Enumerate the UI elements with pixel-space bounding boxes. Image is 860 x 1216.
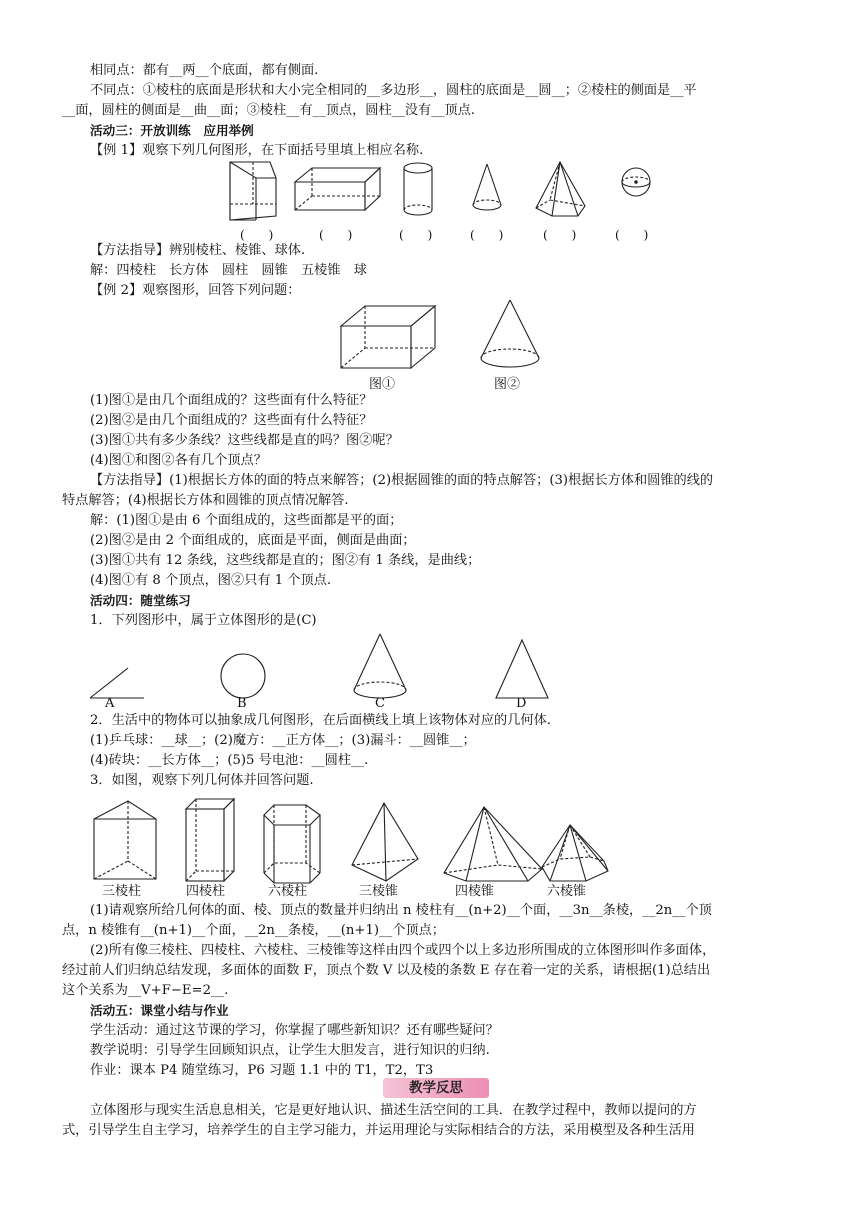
answer-blank: ( ) xyxy=(615,228,649,242)
homework-text: 作业：课本 P4 随堂练习，P6 习题 1.1 中的 T1，T2，T3 xyxy=(90,1063,434,1078)
option-label: A xyxy=(105,696,115,711)
question-answer: 点，n 棱锥有__(n+1)__个面，__2n__条棱，__(n+1)__个顶点； xyxy=(62,923,445,938)
example2-figures xyxy=(335,298,555,374)
option-label: C xyxy=(375,696,385,711)
option-label: B xyxy=(237,696,247,711)
question: (4)图①和图②各有几个顶点？ xyxy=(90,453,267,468)
question: (3)图①共有多少条线？这些线都是直的吗？图②呢？ xyxy=(90,433,399,448)
method-guide: 【方法指导】(1)根据长方体的面的特点来解答；(2)根据圆锥的面的特点解答；(3)根据长方体和圆锥的线的 xyxy=(90,473,714,488)
example-title: 【例 1】观察下列几何图形，在下面括号里填上相应名称. xyxy=(90,143,424,158)
exercise-answers: (4)砖块：__长方体__；(5)5 号电池：__圆柱__. xyxy=(90,753,369,768)
answer-blank: ( ) xyxy=(240,228,274,242)
section-heading: 活动五：课堂小结与作业 xyxy=(90,1003,229,1018)
example1-figures xyxy=(220,160,680,230)
solution: 解：四棱柱 长方体 圆柱 圆锥 五棱锥 球 xyxy=(90,263,367,278)
solid-label: 三棱柱 xyxy=(102,884,142,899)
reflection-banner: 教学反思 xyxy=(383,1078,489,1098)
solid-label: 六棱柱 xyxy=(268,884,308,899)
solid-label: 六棱锥 xyxy=(547,884,587,899)
reflection-text: 立体图形与现实生活息息相关，它是更好地认识、描述生活空间的工具．在教学过程中，教师以提问的方 xyxy=(90,1103,697,1118)
exercise: 2．生活中的物体可以抽象成几何图形，在后面横线上填上该物体对应的几何体. xyxy=(90,713,551,728)
exercise3-solids xyxy=(88,795,608,885)
section-heading: 活动四：随堂练习 xyxy=(90,593,191,608)
solid-label: 三棱锥 xyxy=(359,884,399,899)
exercise: 1．下列图形中，属于立体图形的是(C) xyxy=(90,613,317,628)
quad-prism-front xyxy=(230,162,276,220)
reflection-text: 式，引导学生自主学习，培养学生的自主学习能力，并运用理论与实际相结合的方法，采用模型及各种生活用 xyxy=(62,1123,695,1138)
question-answer: (1)请观察所给几何体的面、棱、顶点的数量并归纳出 n 棱柱有__(n+2)__个面，__3n__条棱，__2n__个顶 xyxy=(90,903,712,918)
question-answer: 这个关系为__V+F−E=2__. xyxy=(62,983,229,998)
option-label: D xyxy=(516,696,527,711)
solution: (2)图②是由 2 个面组成的，底面是平面，侧面是曲面； xyxy=(90,533,416,548)
figure-label: 图② xyxy=(494,377,521,392)
question: (2)图②是由几个面组成的？这些面有什么特征？ xyxy=(90,413,373,428)
section-heading: 活动三：开放训练 应用举例 xyxy=(90,123,254,138)
method-guide: 【方法指导】辨别棱柱、棱锥、球体. xyxy=(90,243,306,258)
question-answer: 经过前人们归纳总结发现，多面体的面数 F，顶点个数 V 以及棱的条数 E 存在着一定的关系，请根据(1)总结出 xyxy=(62,963,711,978)
summary-text: 教学说明：引导学生回顾知识点，让学生大胆发言，进行知识的归纳. xyxy=(90,1043,490,1058)
solid-label: 四棱柱 xyxy=(186,884,226,899)
answer-blank: ( ) xyxy=(543,228,577,242)
exercise-answers: (1)乒乓球：__球__；(2)魔方：__正方体__；(3)漏斗：__圆锥__； xyxy=(90,733,476,748)
text-line: 相同点：都有__两__个底面，都有侧面. xyxy=(90,63,319,78)
solution: (3)图①共有 12 条线，这些线都是直的；图②有 1 条线，是曲线； xyxy=(90,553,481,568)
question: (1)图①是由几个面组成的？这些面有什么特征？ xyxy=(90,393,373,408)
exercise: 3．如图，观察下列几何体并回答问题. xyxy=(90,773,314,788)
solution: (4)图①有 8 个顶点，图②只有 1 个顶点. xyxy=(90,573,332,588)
cone-side xyxy=(473,164,487,205)
figure-label: 图① xyxy=(369,377,396,392)
answer-blank: ( ) xyxy=(399,228,433,242)
text-line: __面，圆柱的侧面是__曲__面；③棱柱__有__顶点，圆柱__没有__顶点. xyxy=(62,103,476,118)
solid-label: 四棱锥 xyxy=(455,884,495,899)
question-answer: (2)所有像三棱柱、四棱柱、六棱柱、三棱锥等这样由四个或四个以上多边形所围成的立体图形叫作多面体， xyxy=(90,943,716,958)
method-guide: 特点解答；(4)根据长方体和圆锥的顶点情况解答. xyxy=(62,493,349,508)
answer-blank: ( ) xyxy=(470,228,504,242)
pyramid-outline xyxy=(536,162,585,216)
example-title: 【例 2】观察图形，回答下列问题： xyxy=(90,283,301,298)
answer-blank: ( ) xyxy=(319,228,353,242)
exercise1-options xyxy=(90,632,560,708)
text-line: 不同点：①棱柱的底面是形状和大小完全相同的__多边形__，圆柱的底面是__圆__；②棱柱的侧面是__平 xyxy=(90,83,697,98)
solution: 解：(1)图①是由 6 个面组成的，这些面都是平的面； xyxy=(90,513,403,528)
summary-text: 学生活动：通过这节课的学习，你掌握了哪些新知识？还有哪些疑问？ xyxy=(90,1023,499,1038)
cylinder-top xyxy=(404,163,432,173)
